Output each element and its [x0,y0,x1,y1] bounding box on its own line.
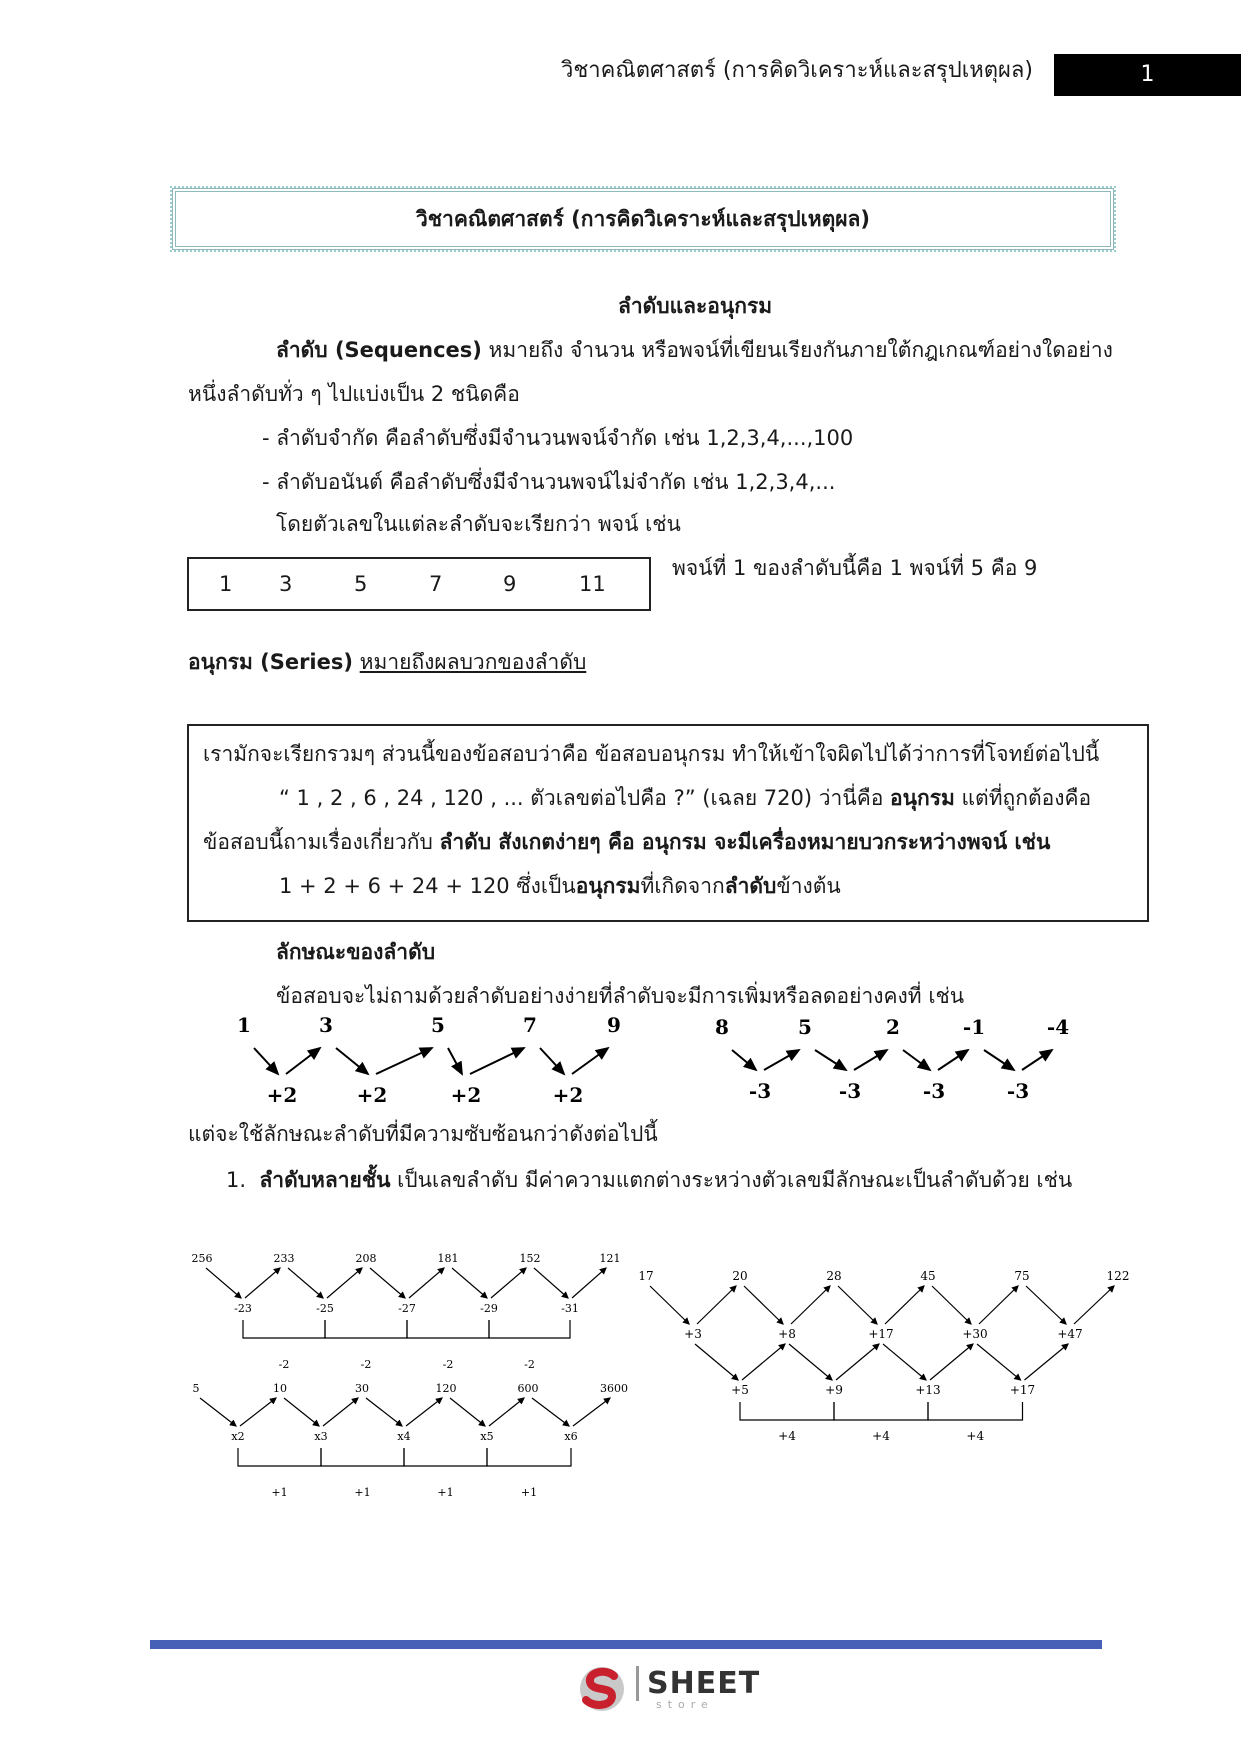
sequence-term: ลำดับ (Sequences) [276,338,482,362]
down-arrow [288,1268,323,1298]
section-title: ลำดับและอนุกรม [618,294,773,318]
note-text: ข้อสอบนี้ถามเรื่องเกี่ยวกับ [203,830,440,854]
difference-label: x3 [314,1430,328,1443]
up-arrow [573,1398,610,1426]
sequence-definition [276,336,1113,364]
decreasing-sequence-diagram [715,1015,1069,1103]
complex-intro: แต่จะใช้ลักษณะลำดับที่มีความซับซ้อนกว่าดังต่อไปนี้ [188,1122,658,1146]
down-arrow [838,1286,877,1324]
second-difference-label: +1 [437,1486,454,1499]
note-text: อนุกรม [890,786,955,810]
footer-bar [150,1640,1102,1649]
up-arrow [470,1048,524,1074]
third-difference-label: +4 [872,1429,890,1443]
series-term: อนุกรม (Series) [188,650,353,674]
bracket [243,1320,325,1338]
infinite-sequence: - ลำดับอนันต์ คือลำดับซึ่งมีจำนวนพจน์ไม่จำกัด เช่น 1,2,3,4,... [262,470,836,494]
down-arrow [200,1398,236,1426]
down-arrow [450,1398,485,1426]
down-arrow [789,1344,832,1380]
multilevel-sequence-diagrams [0,1240,1241,1500]
sequence-term: -4 [1046,1015,1070,1039]
difference-label: +2 [450,1083,482,1107]
bracket [238,1448,321,1466]
down-arrow [254,1048,278,1074]
logo-subtext: store [656,1698,714,1711]
sequence-term: 1 [237,1013,251,1037]
down-arrow [1026,1286,1066,1324]
sequence-term: 3 [319,1013,333,1037]
up-arrow [406,1398,442,1426]
up-arrow [409,1268,444,1298]
down-arrow [744,1286,783,1324]
sequence-term: 5 [192,1382,200,1395]
down-arrow [532,1398,569,1426]
down-arrow [815,1050,846,1070]
down-arrow [336,1048,368,1074]
down-arrow [206,1268,241,1298]
difference-label: x2 [231,1430,245,1443]
sequence-term: 2 [886,1015,900,1039]
sequence-text-1: หมายถึง จำนวน หรือพจน์ที่เขียนเรียงกันภายใต้กฎเกณฑ์อย่างใดอย่าง [481,338,1113,362]
up-arrow [1074,1286,1114,1324]
header-title: วิชาคณิตศาสตร์ (การคิดวิเคราะห์และสรุปเหตุผล) [560,58,1033,83]
second-difference-label: +13 [915,1383,941,1397]
second-difference-label: -2 [524,1358,535,1371]
sequence-term: 3600 [600,1382,628,1395]
down-arrow [284,1398,319,1426]
difference-label: +3 [684,1327,702,1341]
difference-label: -3 [922,1079,946,1103]
item-text: เป็นเลขลำดับ มีค่าความแตกต่างระหว่างตัวเลขมีลักษณะเป็นลำดับด้วย เช่น [390,1168,1073,1192]
sequence-term: 17 [638,1269,654,1283]
note-line-2 [279,784,1091,812]
second-difference-label: -2 [442,1358,454,1371]
difference-label: -3 [1006,1079,1030,1103]
down-arrow [448,1048,462,1074]
item-1 [226,1166,1072,1194]
up-arrow [854,1050,887,1070]
multiplication-multilevel-diagram [193,1382,629,1499]
example-note: พจน์ที่ 1 ของลำดับนี้คือ 1 พจน์ที่ 5 คือ 9 [672,556,1038,580]
up-arrow [489,1398,524,1426]
third-difference-label: +4 [966,1429,985,1443]
difference-label: x4 [397,1430,411,1443]
up-arrow [836,1344,879,1380]
bracket [834,1402,928,1420]
difference-label: +2 [266,1083,298,1107]
example-sequence-box [187,557,651,611]
difference-label: -29 [480,1302,498,1315]
bracket [404,1448,487,1466]
note-line-1: เรามักจะเรียกรวมๆ ส่วนนี้ของข้อสอบว่าคือ ข้อสอบอนุกรม ทำให้เข้าใจผิดไปได้ว่าการที่โจทย์ต่อไปนี้ [203,742,1100,766]
bracket [487,1448,571,1466]
page-number: 1 [1054,54,1241,96]
sequence-term: 7 [523,1013,537,1037]
sequence-term: 30 [355,1382,369,1395]
item-term: ลำดับหลายชั้น [259,1168,391,1192]
down-arrow [366,1398,402,1426]
sequence-term: 181 [437,1252,459,1265]
up-arrow [327,1268,362,1298]
second-difference-label: +1 [354,1486,371,1499]
sequence-term: 75 [1014,1269,1030,1283]
difference-label: +30 [962,1327,988,1341]
bracket [321,1448,404,1466]
sequence-term: -1 [962,1015,986,1039]
note-box [187,724,1149,922]
second-difference-label: -2 [278,1358,290,1371]
difference-label: -27 [398,1302,416,1315]
down-arrow [977,1344,1021,1380]
note-text: ลำดับ สังเกตง่ายๆ คือ อนุกรม จะมีเครื่องหมายบวกระหว่างพจน์ เช่น [439,830,1051,854]
sequence-term: 152 [519,1252,541,1265]
up-arrow [930,1344,973,1380]
sequence-term: 28 [826,1269,842,1283]
bracket [928,1402,1023,1420]
sequence-term: 600 [517,1382,539,1395]
second-difference-label: +9 [825,1383,843,1397]
up-arrow [286,1048,320,1074]
sequence-term: 122 [1106,1269,1130,1283]
down-arrow [650,1286,689,1324]
difference-label: +47 [1057,1327,1083,1341]
series-definition [188,648,586,676]
note-text: “ 1 , 2 , 6 , 24 , 120 , ... ตัวเลขต่อไปคือ ?” (เฉลย 720) ว่านี่คือ [279,786,891,810]
note-text: อนุกรม [575,874,641,898]
simple-sequence-diagrams [0,1000,1241,1110]
up-arrow [885,1286,924,1324]
difference-label: -3 [838,1079,862,1103]
sequence-text-2: หนึ่งลำดับทั่ว ๆ ไปแบ่งเป็น 2 ชนิดคือ [188,382,520,406]
difference-label: -25 [316,1302,334,1315]
note-text: แต่ที่ถูกต้องคือ [954,786,1092,810]
series-text: หมายถึงผลบวกของลำดับ [359,650,587,674]
bracket [489,1320,570,1338]
second-difference-label: +1 [271,1486,288,1499]
second-difference-label: +1 [520,1486,538,1499]
up-arrow [697,1286,736,1324]
sheet-store-logo [576,1664,761,1718]
sequence-term: 256 [191,1252,213,1265]
up-arrow [1025,1344,1069,1380]
down-arrow [732,1050,756,1070]
up-arrow [1022,1050,1052,1070]
bracket [407,1320,489,1338]
sequence-term: 233 [273,1252,295,1265]
difference-label: -23 [234,1302,252,1315]
sequence-term: 11 [579,572,606,596]
down-arrow [932,1286,971,1324]
up-arrow [245,1268,280,1298]
up-arrow [742,1344,785,1380]
up-arrow [979,1286,1018,1324]
difference-label: -31 [561,1302,579,1315]
note-text: ลำดับ [724,874,777,898]
second-difference-label: +17 [1009,1383,1036,1397]
up-arrow [376,1048,432,1074]
bracket [740,1402,834,1420]
up-arrow [240,1398,276,1426]
up-arrow [572,1268,606,1298]
banner-title: วิชาคณิตศาสตร์ (การคิดวิเคราะห์และสรุปเหตุผล) [172,188,1114,250]
difference-label: x5 [480,1430,494,1443]
note-line-3 [203,828,1050,856]
finite-sequence: - ลำดับจำกัด คือลำดับซึ่งมีจำนวนพจน์จำกัด เช่น 1,2,3,4,...,100 [262,426,854,450]
item-number: 1. [226,1168,247,1192]
sequence-term: 9 [503,572,517,596]
sequence-term: 1 [219,572,233,596]
characteristics-text: ข้อสอบจะไม่ถามด้วยลำดับอย่างง่ายที่ลำดับจะมีการเพิ่มหรือลดอย่างคงที่ เช่น [276,984,965,1008]
note-text: 1 + 2 + 6 + 24 + 120 ซึ่งเป็น [279,874,576,898]
logo-icon [576,1664,630,1714]
up-arrow [323,1398,358,1426]
sequence-term: 7 [429,572,443,596]
up-arrow [572,1048,608,1074]
subtraction-multilevel-diagram [192,1252,621,1371]
sequence-term: 5 [431,1013,445,1037]
down-arrow [695,1344,738,1380]
sequence-term: 5 [354,572,368,596]
difference-label: +2 [552,1083,584,1107]
sequence-term: 45 [920,1269,936,1283]
up-arrow [491,1268,526,1298]
third-difference-label: +4 [778,1429,796,1443]
logo-text: SHEET [636,1666,760,1701]
up-arrow [764,1050,799,1070]
difference-label: +2 [356,1083,388,1107]
bracket [325,1320,407,1338]
down-arrow [540,1048,564,1074]
sequence-term: 120 [435,1382,457,1395]
second-difference-label: +5 [731,1383,749,1397]
down-arrow [452,1268,487,1298]
sequence-term: 3 [279,572,293,596]
down-arrow [984,1050,1014,1070]
terms-note: โดยตัวเลขในแต่ละลำดับจะเรียกว่า พจน์ เช่น [276,512,681,536]
up-arrow [791,1286,830,1324]
note-line-4 [279,872,841,900]
note-text: ข้างต้น [776,874,841,898]
difference-label: -3 [748,1079,772,1103]
difference-label: x6 [564,1430,578,1443]
down-arrow [534,1268,568,1298]
sequence-term: 121 [599,1252,621,1265]
sequence-term: 10 [273,1382,287,1395]
down-arrow [883,1344,926,1380]
difference-label: +8 [778,1327,796,1341]
sequence-term: 208 [355,1252,377,1265]
three-level-difference-diagram [638,1269,1129,1443]
sequence-term: 20 [732,1269,748,1283]
sequence-term: 5 [798,1015,812,1039]
difference-label: +17 [868,1327,894,1341]
characteristics-title: ลักษณะของลำดับ [276,940,436,964]
down-arrow [370,1268,405,1298]
up-arrow [938,1050,968,1070]
note-text: ที่เกิดจาก [640,874,725,898]
sequence-term: 9 [607,1013,621,1037]
increasing-sequence-diagram [237,1013,621,1107]
sequence-term: 8 [715,1015,729,1039]
down-arrow [903,1050,930,1070]
second-difference-label: -2 [360,1358,372,1371]
